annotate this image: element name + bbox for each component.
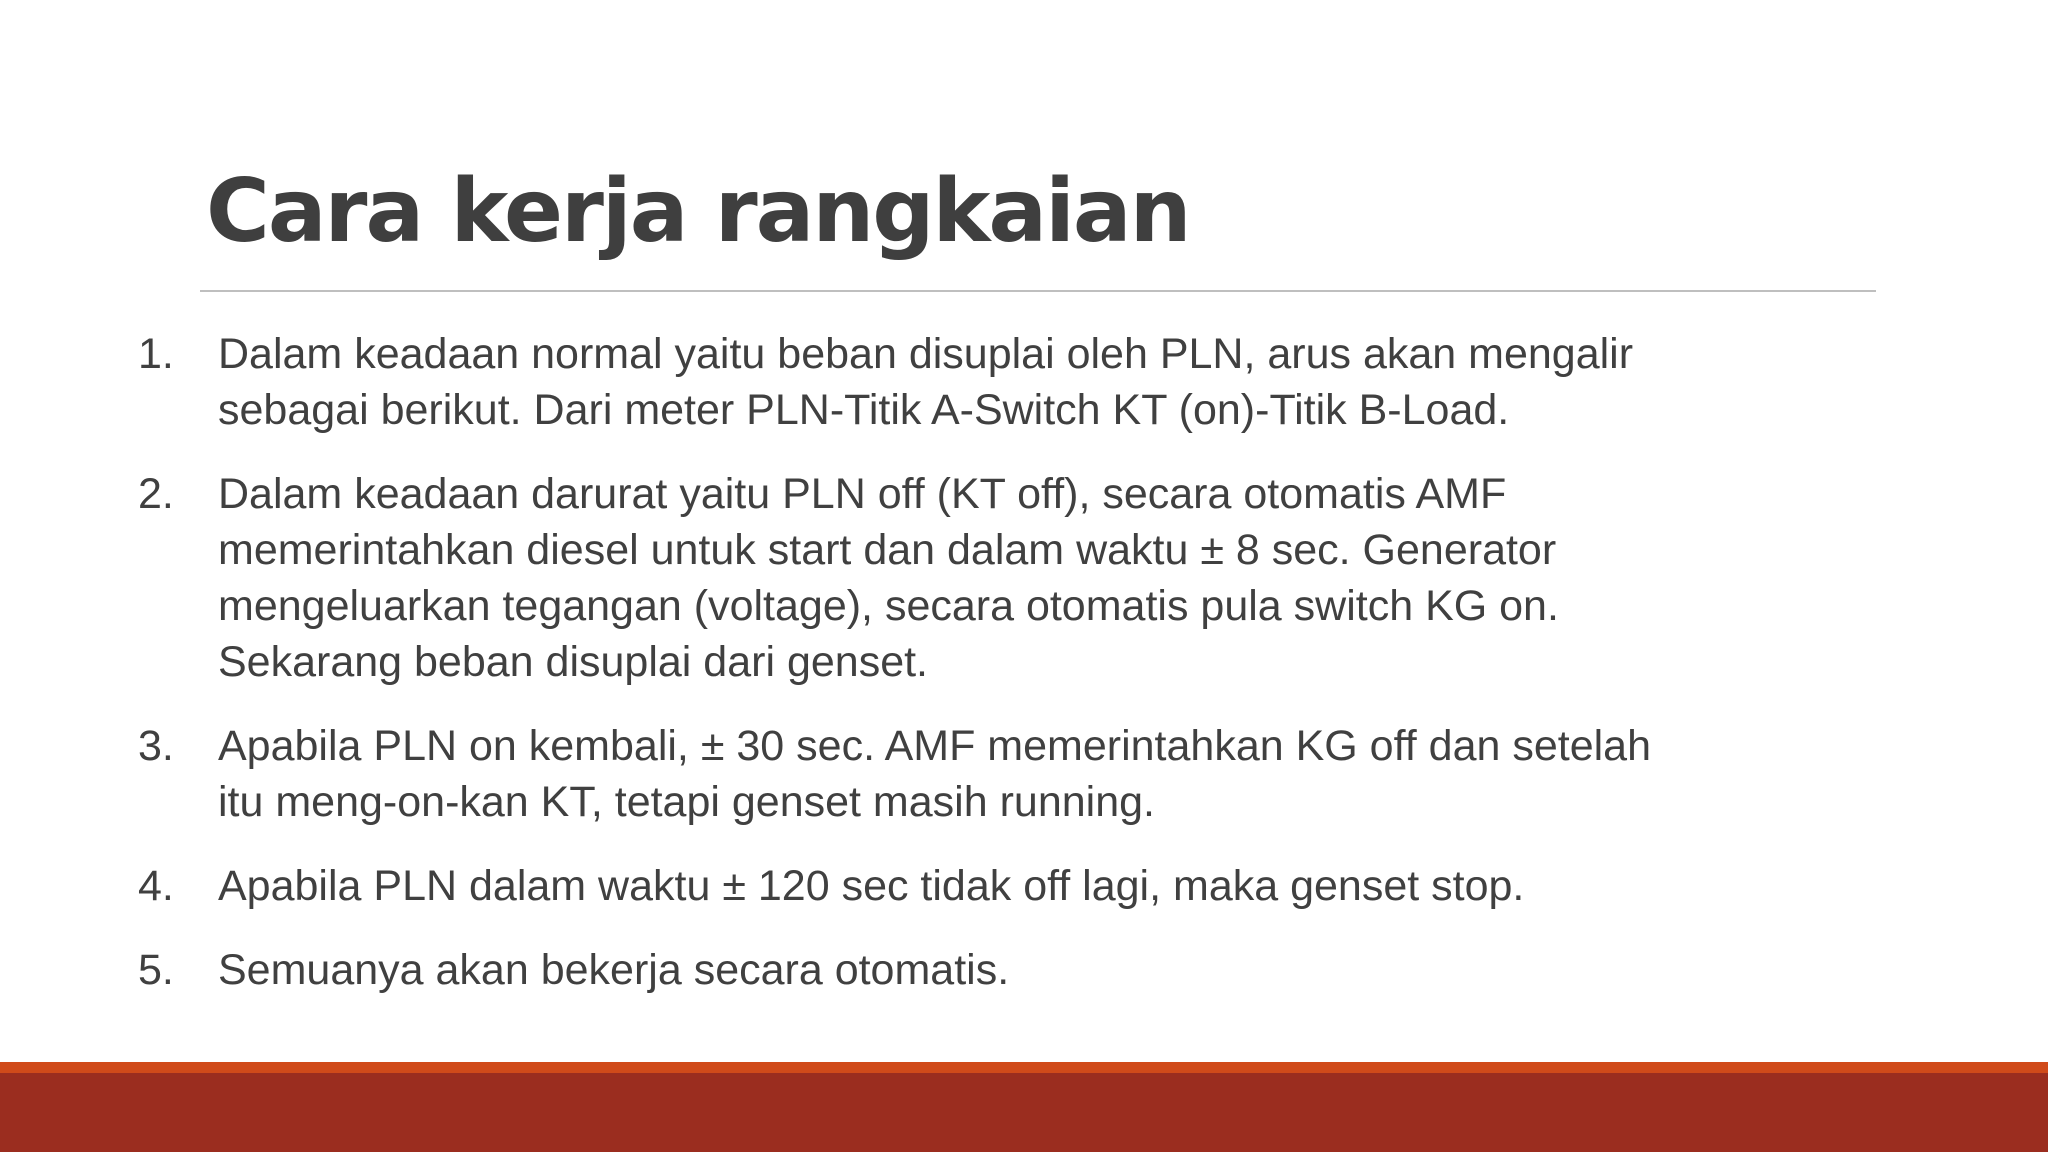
- list-item: [138, 942, 1838, 998]
- list-item-number: 3.: [138, 722, 174, 770]
- list-item-text: Dalam keadaan darurat yaitu PLN off (KT off), secara otomatis AMF memerintahkan diesel untuk start dan dalam waktu ± 8 sec. Generator mengeluarkan tegangan (voltage), secara otomatis pula switch KG on. Sekarang beban disuplai dari genset.: [218, 470, 1559, 686]
- list-item: [138, 718, 1838, 830]
- list-item-number: 4.: [138, 862, 174, 910]
- list-item: [138, 466, 1838, 690]
- list-item: [138, 326, 1838, 438]
- numbered-list: [138, 326, 1838, 1026]
- list-item-text: Dalam keadaan normal yaitu beban disuplai oleh PLN, arus akan mengalir sebagai berikut. Dari meter PLN-Titik A-Switch KT (on)-Titik B-Load.: [218, 330, 1634, 434]
- title-divider: [200, 290, 1876, 292]
- list-item-number: 2.: [138, 470, 174, 518]
- list-item-number: 5.: [138, 946, 174, 994]
- list-item-text: Semuanya akan bekerja secara otomatis.: [218, 946, 1010, 994]
- footer-accent-stripe: [0, 1062, 2048, 1073]
- list-item-text: Apabila PLN dalam waktu ± 120 sec tidak off lagi, maka genset stop.: [218, 862, 1525, 910]
- list-item: [138, 858, 1838, 914]
- list-item-text: Apabila PLN on kembali, ± 30 sec. AMF memerintahkan KG off dan setelah itu meng-on-kan KT, tetapi genset masih running.: [218, 722, 1652, 826]
- slide-title: Cara kerja rangkaian: [206, 160, 1190, 262]
- list-item-number: 1.: [138, 330, 174, 378]
- footer-bar: [0, 1062, 2048, 1152]
